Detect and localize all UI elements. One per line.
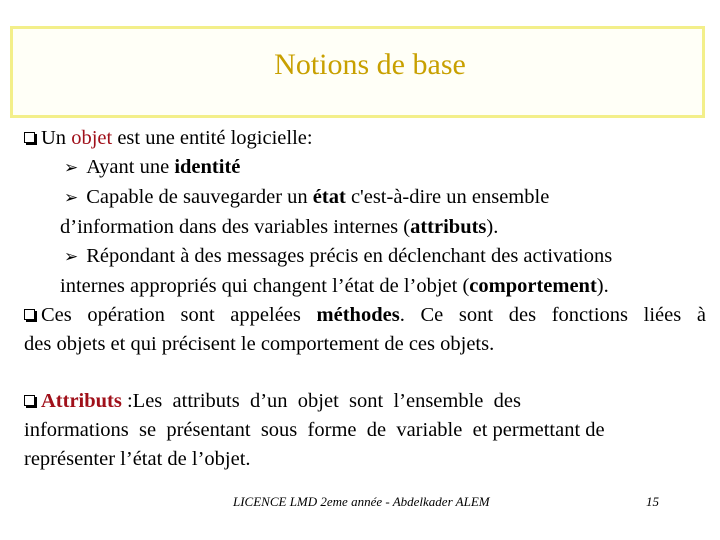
- bullet2-line2-post: ).: [486, 216, 499, 238]
- slide-content: [24, 124, 706, 474]
- checkbox-square-icon: [24, 309, 35, 320]
- bullet2-text-post: c'est-à-dire un ensemble: [345, 186, 550, 208]
- bullet3-line2-post: ).: [596, 275, 609, 297]
- methods-text-pre: Ces opération sont appelées: [41, 304, 317, 326]
- attributs-line3: représenter l’état de l’objet.: [24, 448, 251, 470]
- intro-objet-term: objet: [71, 127, 113, 149]
- bullet3-line2-pre: internes appropriés qui changent l’état de l’objet (: [60, 275, 470, 297]
- bullet2-bold: état: [312, 186, 346, 208]
- arrow-bullet-icon: ➢: [64, 247, 79, 267]
- methods-line2: des objets et qui précisent le comportement de ces objets.: [24, 333, 495, 355]
- page-number: 15: [646, 494, 659, 509]
- arrow-bullet-icon: ➢: [64, 188, 79, 208]
- bullet-comportement-line2: [24, 272, 706, 301]
- attributs-line1: [24, 387, 706, 416]
- methods-line1: [24, 301, 706, 330]
- methods-bold: méthodes: [316, 304, 400, 326]
- checkbox-square-icon: [24, 132, 35, 143]
- bullet2-line2-pre: d’information dans des variables internes (: [60, 216, 411, 238]
- bullet1-text: Ayant une: [86, 156, 175, 178]
- footer-text: LICENCE LMD 2eme année - Abdelkader ALEM: [233, 494, 490, 509]
- bullet1-bold: identité: [174, 156, 241, 178]
- attributs-line2: informations se présentant sous forme de variable et permettant de: [24, 419, 605, 441]
- bullet-etat-line2: [24, 213, 706, 242]
- intro-text-post: est une entité logicielle:: [112, 127, 313, 149]
- intro-line: [24, 124, 706, 153]
- title-box: [10, 26, 705, 118]
- bullet2-line2-bold: attributs: [410, 216, 487, 238]
- bullet-identite: [24, 153, 706, 183]
- bullet-comportement-line1: [24, 242, 706, 272]
- methods-text-post: . Ce sont des fonctions liées à: [399, 304, 706, 326]
- attributs-text: :Les attributs d’un objet sont l’ensemble des: [121, 390, 521, 412]
- page-title: Notions de base: [274, 48, 466, 81]
- arrow-bullet-icon: ➢: [64, 158, 79, 178]
- bullet3-text: Répondant à des messages précis en déclenchant des activations: [86, 245, 613, 267]
- attributs-term: Attributs: [41, 390, 122, 412]
- bullet3-line2-bold: comportement: [469, 275, 597, 297]
- bullet2-text-pre: Capable de sauvegarder un: [86, 186, 313, 208]
- bullet-etat-line1: [24, 183, 706, 213]
- checkbox-square-icon: [24, 395, 35, 406]
- intro-text-pre: Un: [41, 127, 72, 149]
